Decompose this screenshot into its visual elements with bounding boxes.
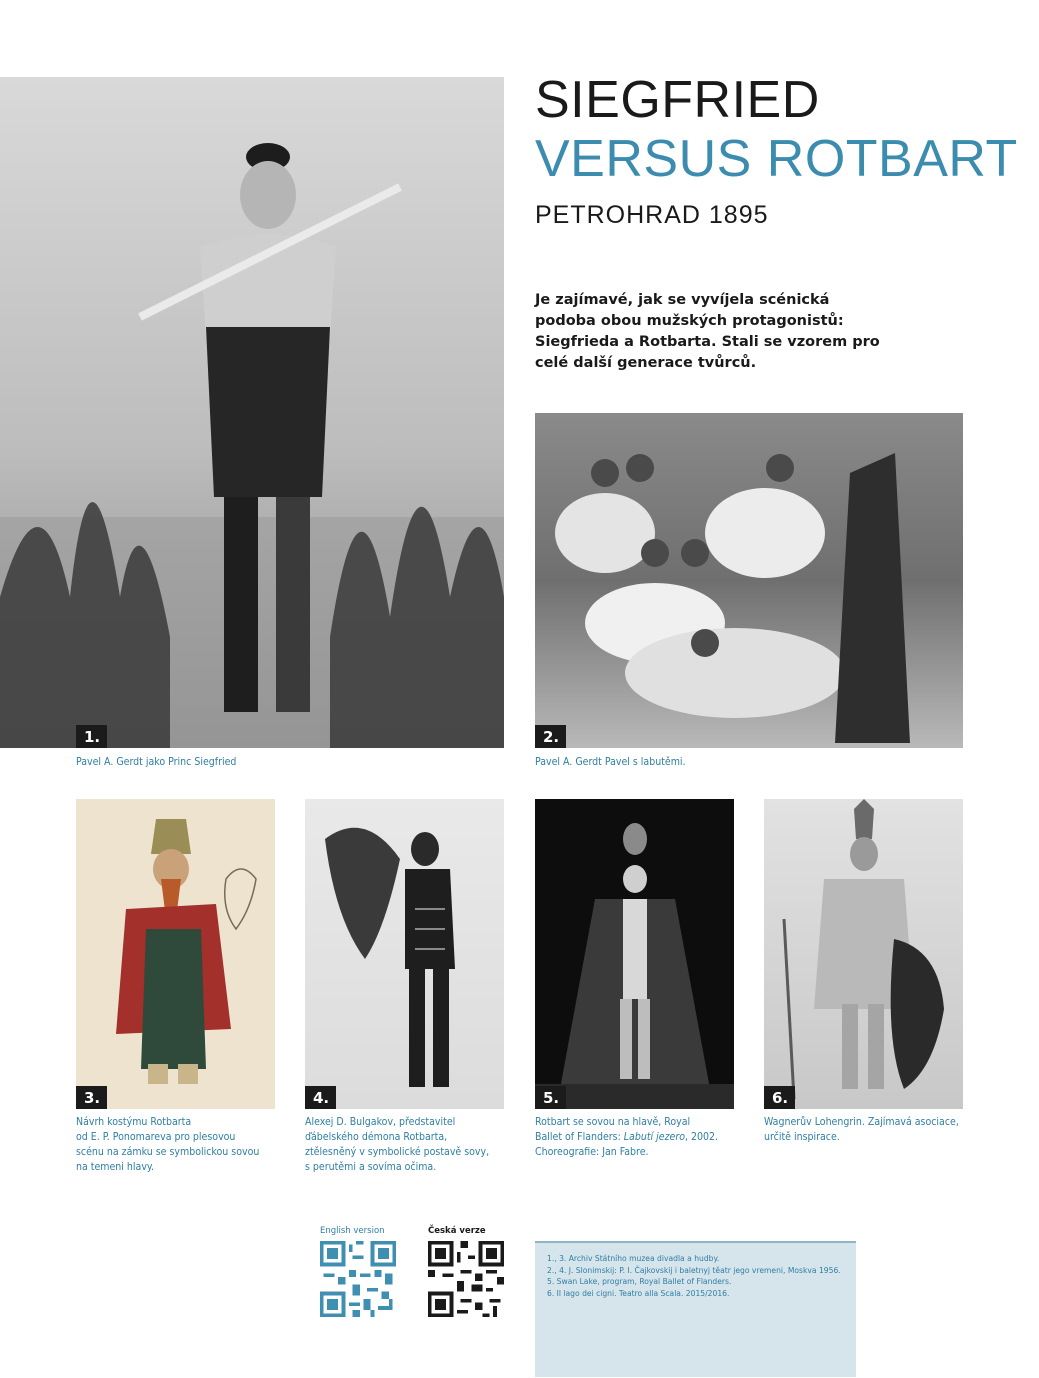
- sources-box: [535, 1241, 856, 1377]
- photo-5-rotbart-owl: [535, 799, 734, 1109]
- photo-4-caption-line: Alexej D. Bulgakov, představitel: [305, 1116, 456, 1128]
- qr-english-label: English version: [320, 1226, 385, 1236]
- qr-czech-label: Česká verze: [428, 1226, 486, 1236]
- intro-text: Je zajímavé, jak se vyvíjela scénická podoba obou mužských protagonistů: Siegfrieda a Rotbarta. Stali se vzorem pro celé další generace tvůrců.: [535, 292, 880, 371]
- photo-6-lohengrin: [764, 799, 963, 1109]
- photo-5-caption: [535, 1115, 750, 1160]
- photo-3-sketch: [76, 799, 275, 1109]
- photo-4-bulgakov: [305, 799, 504, 1109]
- photo-2-swans: [535, 413, 963, 748]
- source-line: 1., 3. Archiv Státního muzea divadla a hudby.: [547, 1254, 720, 1263]
- photo-3-number: 3.: [76, 1086, 107, 1109]
- photo-5-caption-line: Rotbart se sovou na hlavě, Royal: [535, 1116, 691, 1128]
- photo-4-caption: [305, 1115, 520, 1175]
- photo-5-caption-line: [535, 1130, 750, 1145]
- title-line-2: VERSUS ROTBART: [535, 130, 1018, 188]
- photo-4-caption-line: s perutěmi a sovíma očima.: [305, 1161, 437, 1173]
- qr-english-code[interactable]: [320, 1241, 396, 1317]
- caption-text: Ballet of Flanders:: [535, 1131, 624, 1143]
- photo-6-caption: [764, 1115, 979, 1145]
- photo-3-caption-line: od E. P. Ponomareva pro plesovou: [76, 1131, 236, 1143]
- photo-2-illustration: [535, 413, 963, 748]
- source-line: 6. Il lago dei cigni. Teatro alla Scala. 2015/2016.: [547, 1288, 730, 1298]
- photo-4-number: 4.: [305, 1086, 336, 1109]
- photo-6-number: 6.: [764, 1086, 795, 1109]
- photo-2-caption: Pavel A. Gerdt Pavel s labutěmi.: [535, 756, 686, 768]
- photo-3-illustration: [76, 799, 275, 1109]
- photo-4-caption-line: ďábelského démona Rotbarta,: [305, 1131, 448, 1143]
- photo-1-caption: Pavel A. Gerdt jako Princ Siegfried: [76, 756, 237, 768]
- photo-3-caption-line: scénu na zámku se symbolickou sovou: [76, 1146, 260, 1158]
- photo-1-siegfried: [0, 77, 504, 748]
- caption-title-italic: Labutí jezero: [623, 1131, 686, 1143]
- qr-czech-code[interactable]: [428, 1241, 504, 1317]
- photo-5-caption-line: Choreografie: Jan Fabre.: [535, 1146, 649, 1158]
- photo-5-illustration: [535, 799, 734, 1109]
- photo-4-illustration: [305, 799, 504, 1109]
- photo-6-caption-line: určitě inspirace.: [764, 1131, 840, 1143]
- source-line: 5. Swan Lake, program, Royal Ballet of Flanders.: [547, 1277, 732, 1286]
- photo-6-illustration: [764, 799, 963, 1109]
- photo-3-caption-line: na temeni hlavy.: [76, 1161, 155, 1173]
- caption-text: , 2002.: [685, 1131, 719, 1143]
- photo-2-number: 2.: [535, 725, 566, 748]
- photo-5-number: 5.: [535, 1086, 566, 1109]
- photo-6-caption-line: Wagnerův Lohengrin. Zajímavá asociace,: [764, 1116, 959, 1128]
- photo-1-illustration: [0, 77, 504, 748]
- photo-1-number: 1.: [76, 725, 107, 748]
- subtitle: PETROHRAD 1895: [535, 201, 769, 229]
- title-line-1: SIEGFRIED: [535, 71, 820, 129]
- photo-3-caption-line: Návrh kostýmu Rotbarta: [76, 1116, 192, 1128]
- photo-4-caption-line: ztělesněný v symbolické postavě sovy,: [305, 1146, 490, 1158]
- source-line: 2., 4. J. Slonimskij: P. I. Čajkovskij i baletnyj těatr jego vremeni, Moskva 1956.: [547, 1265, 841, 1275]
- photo-3-caption: [76, 1115, 286, 1175]
